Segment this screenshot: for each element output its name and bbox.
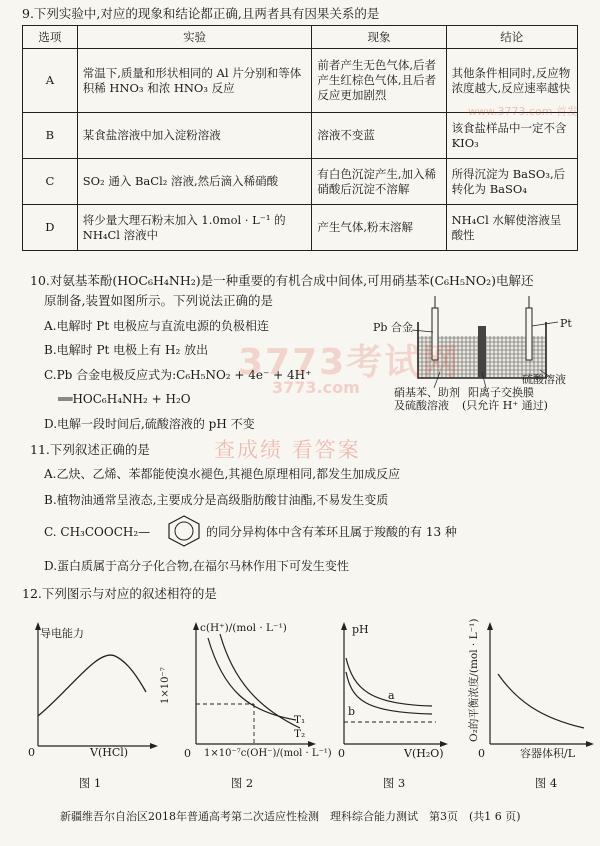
watermark-slogan: 查成绩 看答案: [214, 438, 361, 462]
watermark-domain: 3773.com: [272, 378, 360, 397]
fig4-origin: 0: [478, 747, 485, 760]
membrane-label-1: 阳离子交换膜: [468, 386, 534, 399]
figure-4-graph: [468, 620, 596, 760]
q11-option-c-prefix: C. CH₃COOCH₂—: [44, 525, 151, 539]
header-phenomenon: 现象: [312, 26, 446, 49]
row-conclusion: NH₄Cl 水解使溶液呈酸性: [446, 205, 577, 251]
q10-title-line2: 原制备,装置如图所示。下列说法正确的是: [44, 293, 273, 308]
fig3-origin: 0: [338, 747, 345, 760]
q9-title: 9.下列实验中,对应的现象和结论都正确,且两者具有因果关系的是: [22, 6, 380, 21]
pb-alloy-label: Pb 合金: [373, 321, 413, 334]
watermark-corner: www.3773.com 首发: [468, 105, 578, 118]
pt-label: Pt: [560, 317, 572, 330]
fig3-ylabel: pH: [352, 623, 369, 636]
watermark-site: 3773考试网: [238, 342, 461, 383]
q11-option-d: D.蛋白质属于高分子化合物,在福尔马林作用下可发生变性: [44, 559, 349, 573]
right-solution-label: 硫酸溶液: [522, 373, 566, 386]
header-conclusion: 结论: [446, 26, 577, 49]
q11-option-b: B.植物油通常呈液态,主要成分是高级脂肪酸甘油酯,不易发生变质: [44, 493, 389, 507]
q11-title: 11.下列叙述正确的是: [30, 442, 150, 457]
fig3-caption: 图 3: [382, 776, 406, 790]
fig1-xlabel: V(HCl): [90, 746, 129, 759]
page-footer: 新疆维吾尔自治区2018年普通高考第二次适应性检测 理科综合能力测试 第3页 (共1 6 页): [60, 810, 521, 823]
row-experiment: 将少量大理石粉末加入 1.0mol · L⁻¹ 的 NH₄Cl 溶液中: [77, 205, 312, 251]
fig3-xlabel: V(H₂O): [404, 747, 444, 760]
table-row: [23, 159, 578, 205]
q10-option-a: A.电解时 Pt 电极应与直流电源的负极相连: [44, 319, 270, 333]
q10-option-d: D.电解一段时间后,硫酸溶液的 pH 不变: [44, 417, 255, 431]
header-experiment: 实验: [77, 26, 312, 49]
row-phenomenon: 有白色沉淀产生,加入稀硝酸后沉淀不溶解: [312, 159, 446, 205]
fig2-origin: 0: [184, 747, 191, 760]
row-phenomenon: 溶液不变蓝: [312, 113, 446, 159]
table-header-row: [23, 26, 578, 49]
left-solution-label-2: 及硫酸溶液: [394, 399, 449, 412]
row-phenomenon: 产生气体,粉末溶解: [312, 205, 446, 251]
table-row: [23, 205, 578, 251]
q10-option-c-line2: ══HOC₆H₄NH₂ + H₂O: [58, 392, 191, 406]
fig3-label-b: b: [348, 705, 356, 718]
row-experiment: SO₂ 通入 BaCl₂ 溶液,然后滴入稀硝酸: [77, 159, 312, 205]
row-option: B: [23, 113, 78, 159]
q9-table: [22, 25, 578, 251]
row-conclusion: 其他条件相同时,反应物浓度越大,反应速率越快: [446, 49, 577, 113]
fig3-label-a: a: [388, 689, 395, 702]
table-row: [23, 113, 578, 159]
fig4-xlabel: 容器体积/L: [520, 747, 576, 760]
fig1-ylabel: 导电能力: [40, 627, 84, 640]
row-option: C: [23, 159, 78, 205]
row-option: D: [23, 205, 78, 251]
fig2-xlabel: 1×10⁻⁷c(OH⁻)/(mol · L⁻¹): [204, 748, 332, 759]
row-experiment: 某食盐溶液中加入淀粉溶液: [77, 113, 312, 159]
fig2-caption: 图 2: [230, 776, 254, 790]
fig2-ylabel: c(H⁺)/(mol · L⁻¹): [200, 622, 287, 634]
row-conclusion: 所得沉淀为 BaSO₃,后转化为 BaSO₄: [446, 159, 577, 205]
benzene-ring-icon: [166, 514, 202, 548]
left-solution-label-1: 硝基苯、助剂: [394, 386, 460, 399]
membrane-label-2: (只允许 H⁺ 通过): [462, 399, 548, 412]
row-experiment: 常温下,质量和形状相同的 Al 片分别和等体积稀 HNO₃ 和浓 HNO₃ 反应: [77, 49, 312, 113]
q11-option-a: A.乙炔、乙烯、苯都能使溴水褪色,其褪色原理相同,都发生加成反应: [44, 467, 401, 481]
row-option: A: [23, 49, 78, 113]
header-option: 选项: [23, 26, 78, 49]
fig4-caption: 图 4: [534, 776, 558, 790]
q10-option-c-line1: C.Pb 合金电极反应式为:C₆H₅NO₂ + 4e⁻ + 4H⁺: [44, 368, 312, 382]
fig1-origin: 0: [28, 746, 35, 759]
fig1-caption: 图 1: [78, 776, 102, 790]
q10-title-line1: 10.对氨基苯酚(HOC₆H₄NH₂)是一种重要的有机合成中间体,可用硝基苯(C₆H₅NO₂)电解还: [30, 273, 534, 288]
fig2-t2: T₂: [294, 728, 306, 740]
q12-title: 12.下列图示与对应的叙述相符的是: [22, 586, 217, 601]
q11-option-c-suffix: 的同分异构体中含有苯环且属于羧酸的有 13 种: [206, 525, 457, 539]
q10-option-b: B.电解时 Pt 电极上有 H₂ 放出: [44, 343, 209, 357]
row-phenomenon: 前者产生无色气体,后者产生红棕色气体,且后者反应更加剧烈: [312, 49, 446, 113]
row-conclusion: 该食盐样品中一定不含 KIO₃: [446, 113, 577, 159]
fig4-ylabel: O₂的平衡浓度/(mol · L⁻¹): [468, 618, 480, 742]
fig2-t1: T₁: [294, 714, 306, 726]
fig2-yvalue: 1×10⁻⁷: [160, 667, 171, 704]
